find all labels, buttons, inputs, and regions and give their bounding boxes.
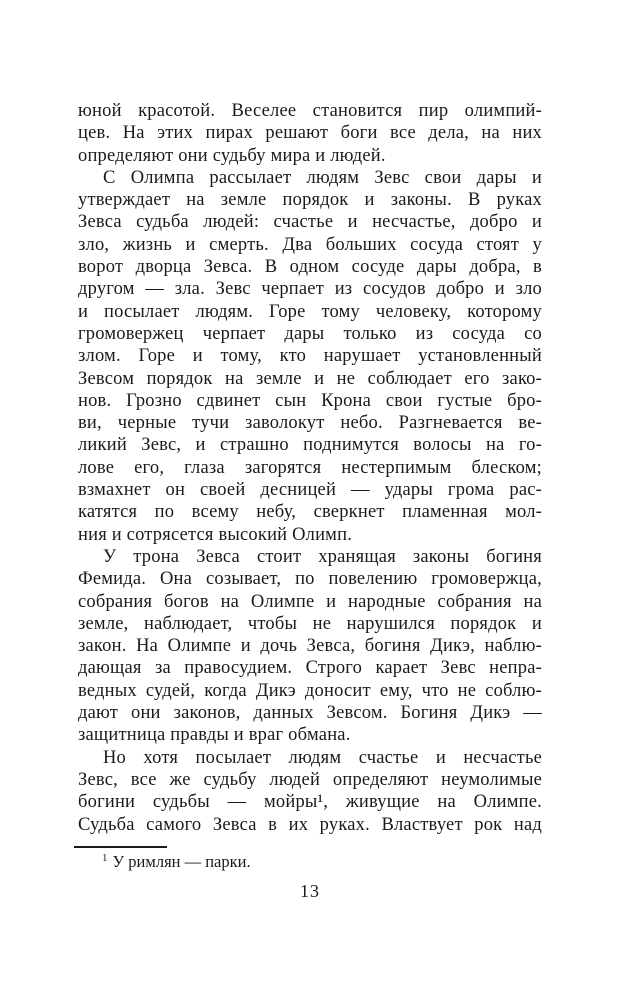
text-line: лове его, глаза загорятся нестерпимым блеском; [78,457,542,478]
text-line: ви, черные тучи заволокут небо. Разгневается ве- [78,413,542,434]
text-block [78,100,542,836]
text-line: катятся по всему небу, сверкнет пламенная мол- [78,502,542,523]
text-line: злом. Горе и тому, кто нарушает установленный [78,346,542,367]
footnote-rule [74,846,167,848]
text-line: Судьба самого Зевса в их руках. Властвует рок над [78,814,542,835]
text-line: и посылает людям. Горе тому человеку, которому [78,301,542,322]
text-line: богини судьбы — мойры¹, живущие на Олимпе. [78,792,542,813]
text-line: Зевса судьба людей: счастье и несчастье, добро и [78,212,542,233]
text-line: громовержец черпает дары только из сосуда со [78,323,542,344]
text-line: Фемида. Она созывает, по повелению громовержца, [78,569,542,590]
text-line: юной красотой. Веселее становится пир олимпий- [78,101,542,121]
text-line: У трона Зевса стоит хранящая законы богиня [103,546,542,567]
text-line: другом — зла. Зевс черпает из сосудов добро и зло [78,279,542,300]
text-line: взмахнет он своей десницей — удары грома рас- [78,480,542,501]
text-line: С Олимпа рассылает людям Зевс свои дары и [103,167,542,188]
text-line: ворот дворца Зевса. В одном сосуде дары добра, в [78,257,542,278]
text-line: утверждает на земле порядок и законы. В руках [78,190,542,211]
text-line: ведных судей, когда Дикэ доносит ему, что не соблю- [78,680,542,701]
text-line: закон. На Олимпе и дочь Зевса, богиня Дикэ, наблю- [78,636,542,657]
text-line: Но хотя посылает людям счастье и несчастье [103,747,542,768]
footnote-text: У римлян — парки. [112,852,251,871]
text-line: ния и сотрясется высокий Олимп. [78,524,353,545]
footnote-marker: 1 [102,851,108,864]
text-line: дающая за правосудием. Строго карает Зевс непра- [78,658,542,679]
text-line: Зевс, все же судьбу людей определяют неумолимые [78,769,542,790]
text-line: ликий Зевс, и страшно поднимутся волосы на го- [78,435,542,456]
text-line: собрания богов на Олимпе и народные собрания на [78,591,542,612]
text-line: защитница правды и враг обмана. [78,725,351,746]
page-number: 13 [300,881,320,901]
text-line: зло, жизнь и смерть. Два больших сосуда стоят у [78,234,542,255]
footnote [78,851,542,872]
text-line: цев. На этих пирах решают боги все дела, на них [78,123,542,144]
text-line: нов. Грозно сдвинет сын Крона свои густые бро- [78,390,542,411]
text-line: дают они законов, данных Зевсом. Богиня Дикэ — [78,703,542,724]
text-line: Зевсом порядок на земле и не соблюдает его зако- [78,368,542,389]
text-line: определяют они судьбу мира и людей. [78,145,386,166]
text-line: земле, наблюдает, чтобы не нарушился порядок и [78,613,542,634]
